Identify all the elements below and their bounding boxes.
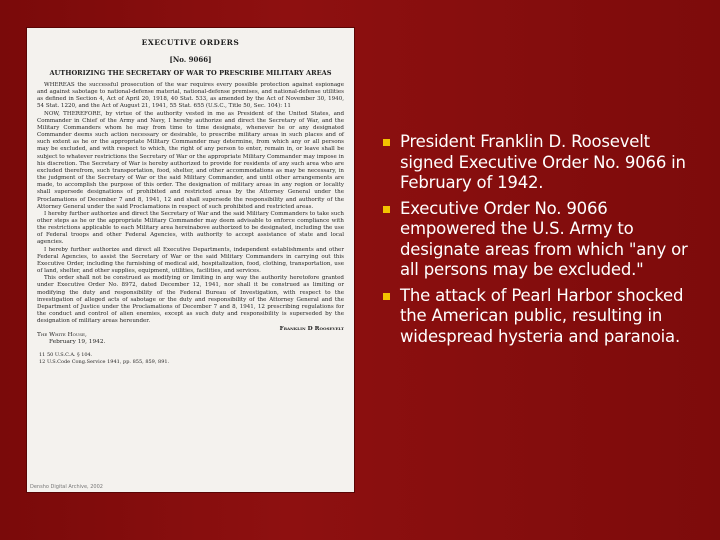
square-bullet-icon	[383, 139, 390, 146]
bullet-text: The attack of Pearl Harbor shocked the American public, resulting in widespread hysteria and paranoia.	[400, 285, 684, 346]
square-bullet-icon	[383, 206, 390, 213]
bullet-item	[383, 286, 693, 348]
document-paragraph: NOW, THEREFORE, by virtue of the authority vested in me as President of the United States, and Commander in Chief of the Army and Navy, I hereby authorize and direct the Secretary of War, and the Military Commanders whom he may from time to time designate, whenever he or any designated Commander deems such action necessary or desirable, to prescribe military areas in such places and of such extent as he or the appropriate Military Commander may determine, from which any or all persons may be excluded, and with respect to which, the right of any person to enter, remain in, or leave shall be subject to whatever restrictions the Secretary of War or the appropriate Military Commander may impose in his discretion. The Secretary of War is hereby authorized to provide for residents of any such area who are excluded therefrom, such transportation, food, shelter, and other accommodations as may be necessary, in the judgment of the Secretary of War or the said Military Commander, and until other arrangements are made, to accomplish the purpose of this order. The designation of military areas in any region or locality shall supersede designations of prohibited and restricted areas by the Attorney General under the Proclamations of December 7 and 8, 1941, 12 and shall supersede the responsibility and authority of the Attorney General under the said Proclamations in respect of such prohibited and restricted areas.	[37, 110, 344, 210]
footnote: 11 50 U.S.C.A. § 104.	[39, 352, 93, 359]
document-number: [No. 9066]	[169, 55, 212, 64]
footnote: 12 U.S.Code Cong.Service 1941, pp. 855, 859, 891.	[39, 358, 170, 365]
bullet-text: Executive Order No. 9066 empowered the U.S. Army to designate areas from which "any or all persons may be excluded."	[400, 198, 688, 279]
document-footnotes	[37, 352, 344, 365]
document-paragraph: I hereby further authorize and direct all Executive Departments, independent establishments and other Federal Agencies, to assist the Secretary of War or the said Military Commanders in carrying out this Executive Order, including the furnishing of medical aid, hospitalization, food, clothing, transportation, use of land, shelter, and other supplies, equipment, utilities, facilities, and services.	[37, 246, 344, 275]
bullet-item	[383, 132, 693, 194]
document-date: February 19, 1942.	[49, 339, 106, 346]
bullet-item	[383, 199, 693, 281]
document-place: The White House,	[37, 332, 87, 339]
square-bullet-icon	[383, 293, 390, 300]
document-signature: Franklin D Roosevelt	[279, 326, 344, 333]
document-paragraph: This order shall not be construed as modifying or limiting in any way the authority heretofore granted under Executive Order No. 8972, dated December 12, 1941, nor shall it be construed as limiting or modifying the duty and responsibility of the Federal Bureau of Investigation, with respect to the investigation of alleged acts of sabotage or the duty and responsibility of the Attorney General and the Department of Justice under the Proclamations of December 7 and 8, 1941, 12 prescribing regulations for the conduct and control of alien enemies, except as such duty and responsibility is superseded by the designation of military areas hereunder.	[37, 275, 344, 325]
document-paragraph: WHEREAS the successful prosecution of the war requires every possible protection against espionage and against sabotage to national-defense material, national-defense premises, and national-defense utilities as defined in Section 4, Act of April 20, 1918, 40 Stat. 533, as amended by the Act of November 30, 1940, 54 Stat. 1220, and the Act of August 21, 1941, 55 Stat. 655 (U.S.C., Title 50, Sec. 104): 11	[37, 82, 344, 110]
bullet-text: President Franklin D. Roosevelt signed Executive Order No. 9066 in February of 1942.	[400, 132, 686, 192]
image-credit: Densho Digital Archive, 2002	[30, 484, 103, 490]
document-place-date	[37, 332, 344, 346]
document-title: AUTHORIZING THE SECRETARY OF WAR TO PRESCRIBE MILITARY AREAS	[49, 69, 332, 77]
executive-order-document-image	[27, 28, 354, 492]
bullet-list	[383, 132, 693, 352]
document-paragraph: I hereby further authorize and direct the Secretary of War and the said Military Commanders to take such other steps as he or the appropriate Military Commander may deem advisable to enforce compliance with the restrictions applicable to each Military area hereinabove authorized to be designated, including the use of Federal troops and other Federal Agencies, with authority to accept assistance of state and local agencies.	[37, 210, 344, 246]
document-heading: EXECUTIVE ORDERS	[141, 38, 240, 47]
document-body	[37, 82, 344, 325]
